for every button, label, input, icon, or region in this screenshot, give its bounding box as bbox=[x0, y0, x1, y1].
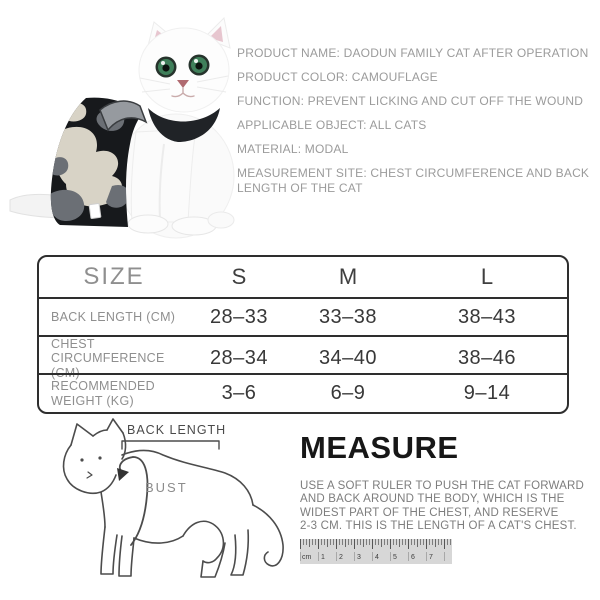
cell-value: 28–34 bbox=[209, 347, 269, 370]
ruler-graphic bbox=[300, 539, 452, 564]
ruler-label: 1 bbox=[321, 554, 325, 561]
ruler-label: 4 bbox=[375, 554, 379, 561]
cell-value: 6–9 bbox=[330, 382, 366, 404]
table-row bbox=[39, 335, 567, 380]
size-table bbox=[37, 255, 569, 414]
back-length-label: BACK LENGTH bbox=[127, 423, 227, 437]
detail-product-name: PRODUCT NAME: DAODUN FAMILY CAT AFTER OPERATION bbox=[237, 46, 589, 60]
bust-arrowhead bbox=[117, 468, 129, 481]
cell-value: 33–38 bbox=[318, 305, 378, 328]
detail-function: FUNCTION: PREVENT LICKING AND CUT OFF THE WOUND bbox=[237, 94, 584, 108]
cat-head bbox=[139, 28, 229, 112]
bust-label: BUST bbox=[145, 480, 188, 495]
detail-measurement-site: MEASUREMENT SITE: CHEST CIRCUMFERENCE AND BACK LENGTH OF THE CAT bbox=[237, 166, 590, 195]
cell-value: 34–40 bbox=[318, 347, 378, 370]
cell-value: 9–14 bbox=[463, 382, 511, 404]
measure-body-line: WIDEST PART OF THE CHEST, AND RESERVE bbox=[300, 506, 559, 519]
cat-photo bbox=[8, 14, 240, 248]
row-label-chest-circumference: CHEST CIRCUMFERENCE (CM) bbox=[51, 337, 165, 380]
column-header-m: M bbox=[338, 264, 358, 289]
product-details bbox=[237, 46, 595, 205]
measure-body-line: AND BACK AROUND THE BODY, WHICH IS THE bbox=[300, 493, 565, 506]
cell-value: 38–43 bbox=[457, 305, 517, 328]
ruler-label: 7 bbox=[429, 554, 433, 561]
size-table-header-row bbox=[39, 257, 567, 297]
ruler-label: 2 bbox=[339, 554, 343, 561]
column-header-l: L bbox=[480, 264, 494, 289]
row-label-recommended-weight: RECOMMENDED WEIGHT (KG) bbox=[51, 379, 155, 408]
ruler-label: 3 bbox=[357, 554, 361, 561]
column-header-s: S bbox=[231, 264, 247, 289]
table-row bbox=[39, 373, 567, 412]
vest-tag bbox=[89, 203, 101, 218]
cat-measurement-diagram bbox=[45, 415, 300, 600]
detail-applicable-object: APPLICABLE OBJECT: ALL CATS bbox=[237, 118, 427, 132]
ruler-label: 6 bbox=[411, 554, 415, 561]
size-header-label: SIZE bbox=[83, 263, 145, 290]
table-row bbox=[39, 297, 567, 335]
detail-product-color: PRODUCT COLOR: CAMOUFLAGE bbox=[237, 70, 438, 84]
measure-title: MEASURE bbox=[300, 430, 459, 465]
ruler-label: 5 bbox=[393, 554, 397, 561]
row-label-back-length: BACK LENGTH (CM) bbox=[51, 309, 176, 324]
measure-body-line: 2-3 CM. THIS IS THE LENGTH OF A CAT'S CHEST. bbox=[300, 520, 577, 533]
cell-value: 28–33 bbox=[209, 305, 269, 328]
measure-section bbox=[300, 430, 592, 534]
ruler-label: cm bbox=[302, 554, 312, 561]
cell-value: 38–46 bbox=[457, 347, 517, 370]
detail-material: MATERIAL: MODAL bbox=[237, 142, 349, 156]
measure-body-line: USE A SOFT RULER TO PUSH THE CAT FORWARD bbox=[300, 480, 585, 492]
cell-value: 3–6 bbox=[221, 382, 257, 404]
